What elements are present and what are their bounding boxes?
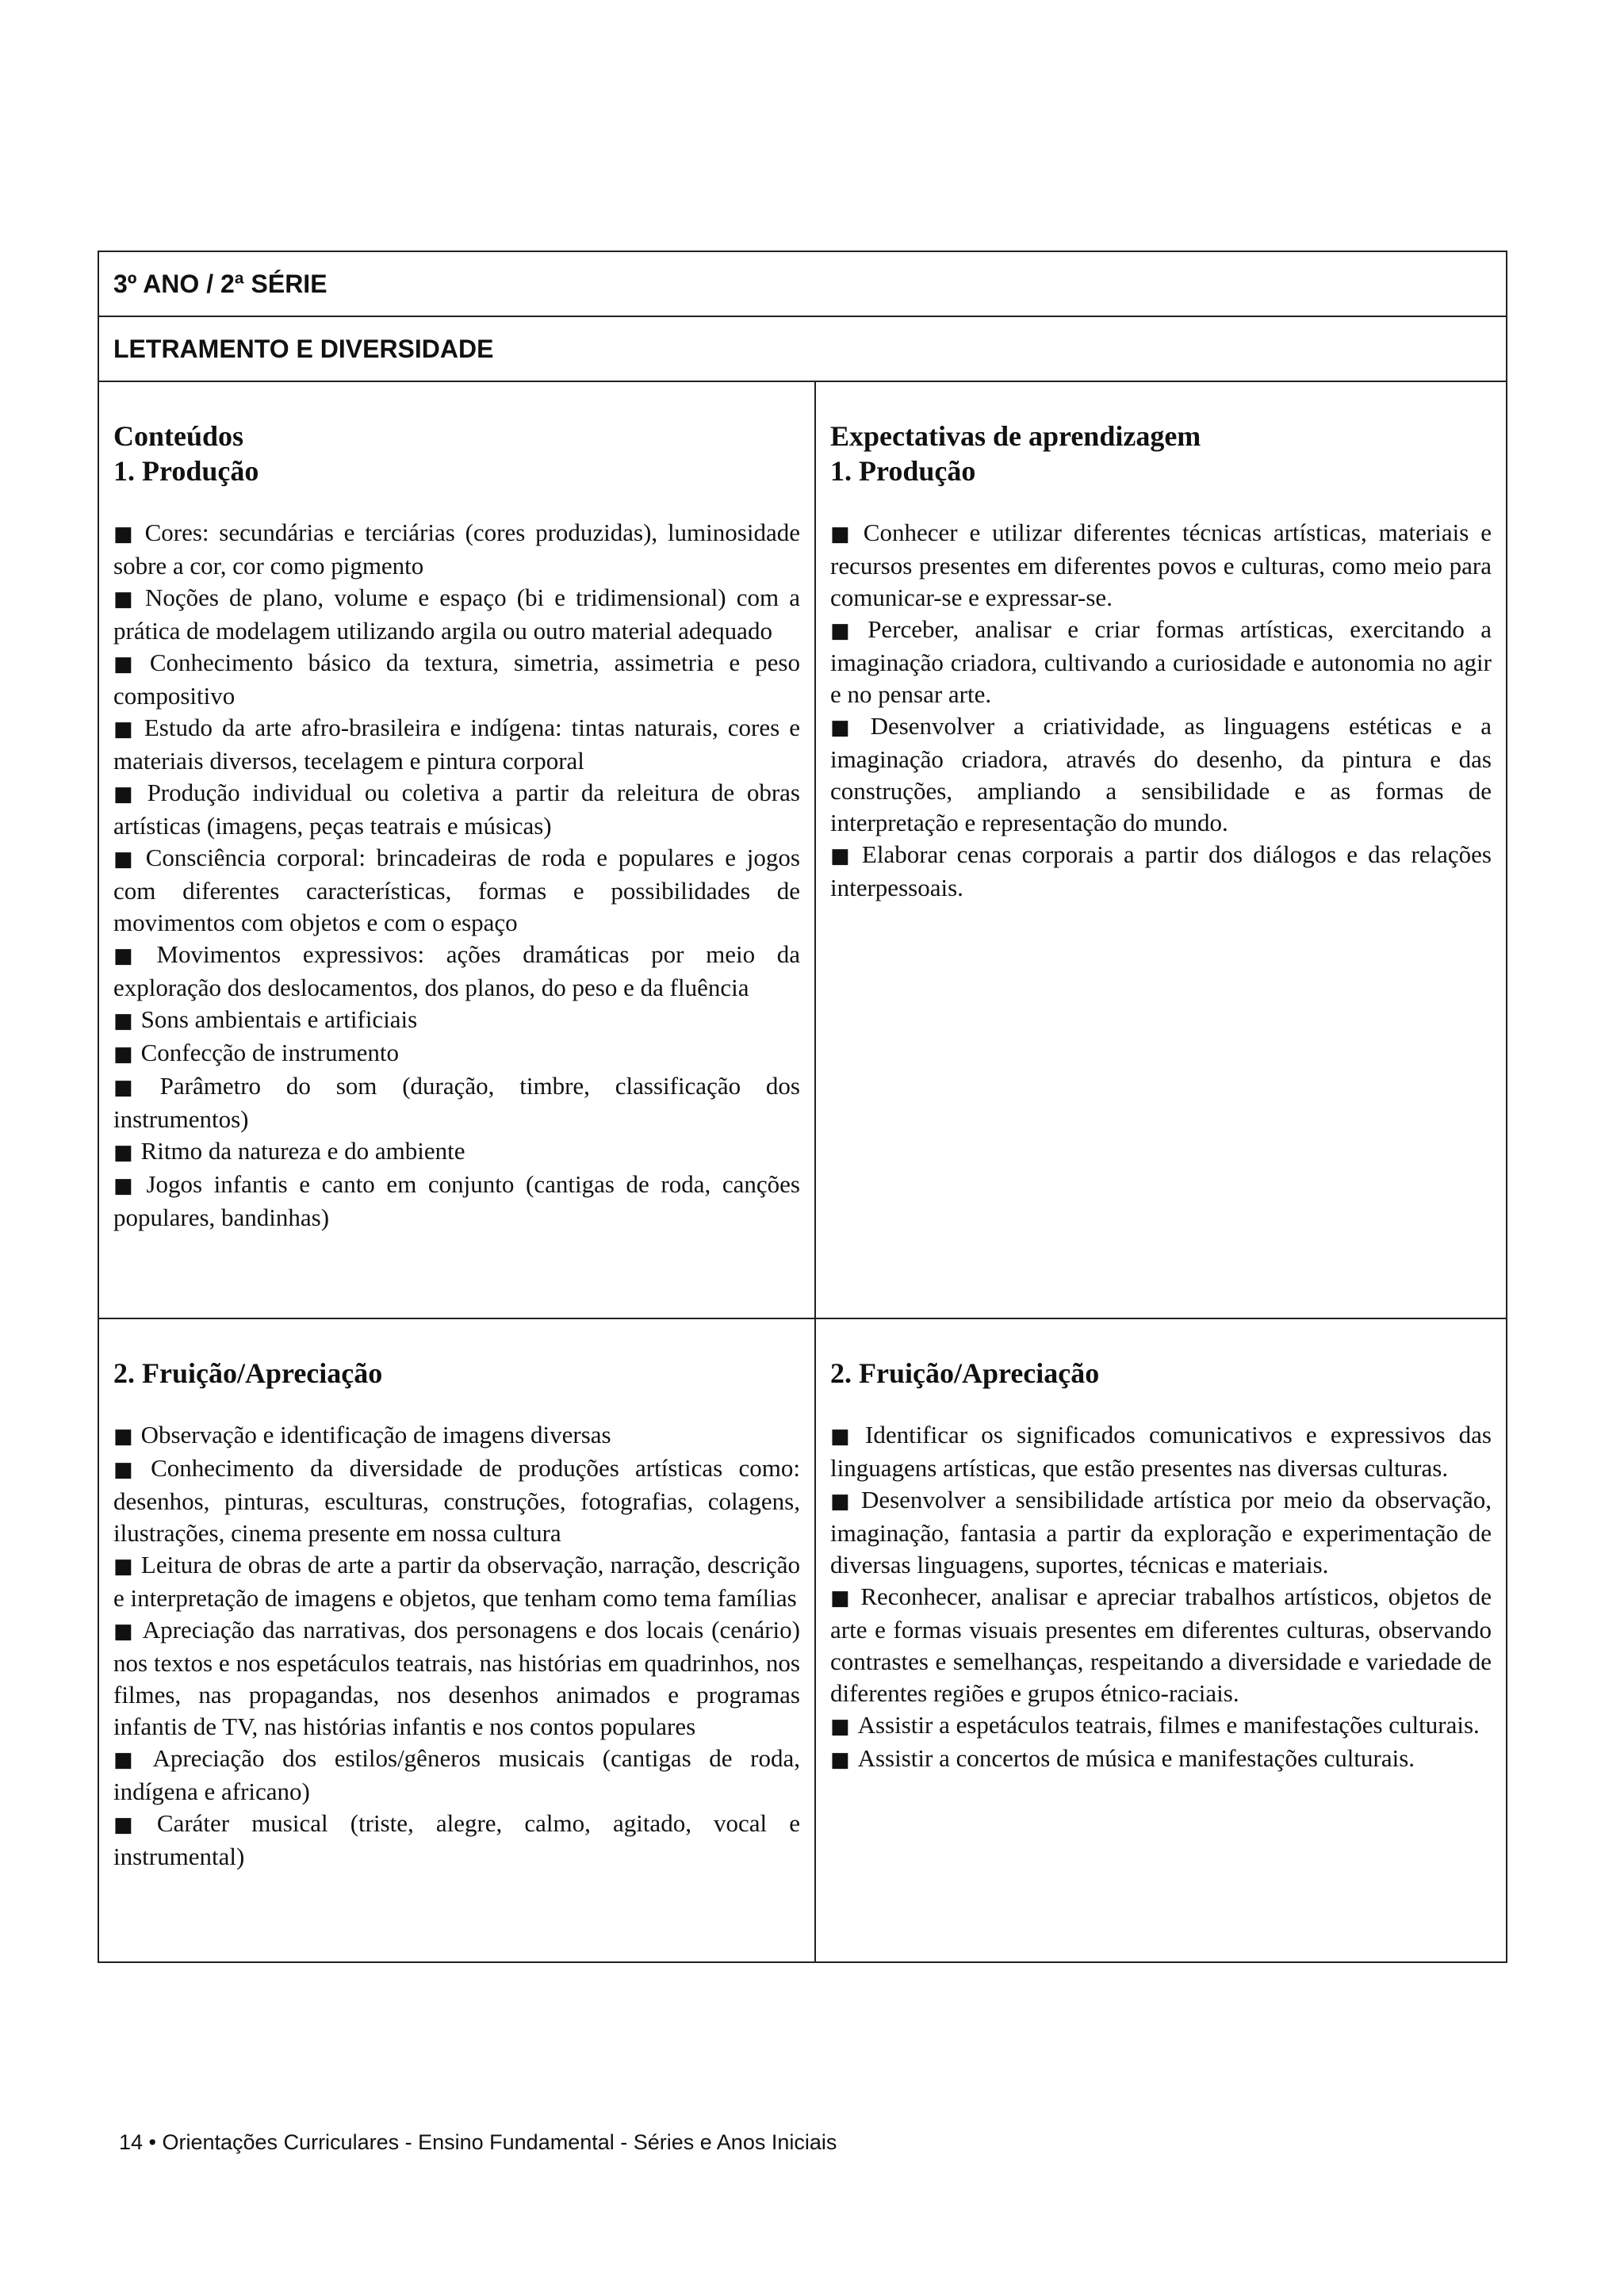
list-item-text: Conhecimento da diversidade de produções artísticas como: desenhos, pinturas, esculturas, construções, fotografias, colagens, ilustrações, cinema presente em nossa cultura (113, 1454, 800, 1547)
fruicao-row (98, 1318, 1507, 1962)
bullet-icon: ■ (113, 1458, 144, 1482)
list-item-text: Elaborar cenas corporais a partir dos diálogos e das relações interpessoais. (830, 840, 1492, 901)
curriculum-table (98, 251, 1507, 1963)
list-item (113, 1169, 800, 1234)
list-item (113, 1004, 800, 1037)
list-item (113, 1452, 800, 1549)
bullet-icon: ■ (830, 1490, 853, 1513)
list-item (113, 1070, 800, 1135)
page-footer: 14 • Orientações Curriculares - Ensino Fundamental - Séries e Anos Iniciais (119, 2130, 837, 2154)
fruicao-expectations-cell (815, 1318, 1507, 1962)
bullet-icon: ■ (113, 1620, 135, 1644)
fruicao-contents-title: 2. Fruição/Apreciação (113, 1357, 383, 1389)
list-item (113, 1743, 800, 1808)
list-item (113, 1419, 800, 1452)
list-item (113, 517, 800, 582)
list-item (830, 614, 1492, 710)
list-item-text: Parâmetro do som (duração, timbre, classificação dos instrumentos) (113, 1072, 800, 1133)
list-item (113, 939, 800, 1004)
bullet-icon: ■ (113, 1174, 139, 1198)
bullet-icon: ■ (830, 1586, 853, 1610)
list-item-text: Perceber, analisar e criar formas artísticas, exercitando a imaginação criadora, cultivando a curiosidade e autonomia no agir e no pensar arte. (830, 615, 1492, 708)
list-item-text: Apreciação das narrativas, dos personagens e dos locais (cenário) nos textos e nos espetáculos teatrais, nas histórias em quadrinhos, nos filmes, nas propagandas, nos desenhos animados e programas infantis de TV, nas histórias infantis e nos contos populares (113, 1616, 800, 1740)
bullet-icon: ■ (113, 1813, 149, 1837)
list-item-text: Observação e identificação de imagens diversas (140, 1421, 611, 1448)
list-item-text: Ritmo da natureza e do ambiente (140, 1137, 465, 1165)
list-item-text: Reconhecer, analisar e apreciar trabalhos artísticos, objetos de arte e formas visuais presentes em diferentes culturas, observando contrastes e semelhanças, respeitando a diversidade e variedade de diferentes regiões e grupos étnico-raciais. (830, 1582, 1492, 1707)
list-item (113, 1808, 800, 1873)
list-item (830, 1484, 1492, 1581)
bullet-icon: ■ (113, 944, 149, 968)
bullet-icon: ■ (830, 1748, 850, 1772)
list-item-text: Consciência corporal: brincadeiras de roda e populares e jogos com diferentes características, formas e possibilidades de movimentos com objetos e com o espaço (113, 844, 800, 936)
list-item-text: Movimentos expressivos: ações dramáticas por meio da exploração dos deslocamentos, dos planos, do peso e da fluência (113, 940, 800, 1001)
bullet-icon: ■ (830, 716, 863, 740)
list-item-text: Conhecimento básico da textura, simetria, assimetria e peso compositivo (113, 649, 800, 710)
bullet-icon: ■ (113, 1009, 133, 1033)
list-item (830, 839, 1492, 904)
producao-expectations-list (830, 517, 1492, 904)
list-item (113, 1549, 800, 1614)
list-item-text: Conhecer e utilizar diferentes técnicas artísticas, materiais e recursos presentes em diferentes povos e culturas, como meio para comunicar-se e expressar-se. (830, 519, 1492, 611)
list-item (113, 1135, 800, 1169)
producao-row (98, 381, 1507, 1318)
list-item-text: Assistir a concertos de música e manifestações culturais. (857, 1744, 1415, 1772)
list-item-text: Confecção de instrumento (140, 1039, 399, 1066)
bullet-icon: ■ (830, 619, 860, 643)
list-item-text: Sons ambientais e artificiais (140, 1005, 418, 1033)
list-item-text: Leitura de obras de arte a partir da observação, narração, descrição e interpretação de imagens e objetos, que tenham como tema famílias (113, 1551, 800, 1612)
list-item (113, 842, 800, 939)
fruicao-contents-cell (98, 1318, 815, 1962)
list-item-text: Caráter musical (triste, alegre, calmo, agitado, vocal e instrumental) (113, 1809, 800, 1870)
producao-expectations-subtitle: 1. Produção (830, 455, 976, 487)
list-item-text: Desenvolver a criatividade, as linguagens estéticas e a imaginação criadora, através do desenho, da pintura e das construções, ampliando a sensibilidade e as formas de interpretação e representação do mundo. (830, 712, 1492, 836)
bullet-icon: ■ (830, 522, 856, 546)
bullet-icon: ■ (113, 1555, 133, 1578)
list-item (113, 582, 800, 647)
producao-contents-list (113, 517, 800, 1234)
grade-row (98, 251, 1507, 316)
fruicao-expectations-list (830, 1419, 1492, 1776)
bullet-icon: ■ (113, 718, 136, 741)
bullet-icon: ■ (113, 1076, 152, 1100)
bullet-icon: ■ (113, 1043, 133, 1066)
producao-contents-cell (98, 381, 815, 1318)
list-item (830, 1709, 1492, 1743)
bullet-icon: ■ (113, 783, 140, 806)
list-item-text: Produção individual ou coletiva a partir da releitura de obras artísticas (imagens, peças teatrais e músicas) (113, 779, 800, 840)
bullet-icon: ■ (113, 587, 137, 611)
list-item (830, 710, 1492, 839)
list-item (113, 712, 800, 777)
list-item (830, 1743, 1492, 1776)
producao-expectations-cell (815, 381, 1507, 1318)
list-item-text: Assistir a espetáculos teatrais, filmes e manifestações culturais. (857, 1711, 1480, 1739)
list-item (830, 1581, 1492, 1709)
list-item-text: Jogos infantis e canto em conjunto (cantigas de roda, canções populares, bandinhas) (113, 1170, 800, 1231)
list-item (830, 1419, 1492, 1484)
grade-heading: 3º ANO / 2ª SÉRIE (98, 251, 1507, 316)
list-item-text: Identificar os significados comunicativos e expressivos das linguagens artísticas, que estão presentes nas diversas culturas. (830, 1421, 1492, 1482)
bullet-icon: ■ (113, 1425, 133, 1448)
list-item-text: Cores: secundárias e terciárias (cores produzidas), luminosidade sobre a cor, cor como pigmento (113, 519, 800, 580)
theme-heading: LETRAMENTO E DIVERSIDADE (98, 316, 1507, 381)
theme-row (98, 316, 1507, 381)
list-item-text: Apreciação dos estilos/gêneros musicais (cantigas de roda, indígena e africano) (113, 1744, 800, 1805)
bullet-icon: ■ (830, 1425, 857, 1448)
producao-subtitle: 1. Produção (113, 455, 259, 487)
bullet-icon: ■ (113, 848, 138, 871)
expectations-title: Expectativas de aprendizagem (830, 420, 1201, 452)
bullet-icon: ■ (113, 1748, 145, 1772)
bullet-icon: ■ (113, 652, 142, 676)
list-item (113, 1614, 800, 1743)
bullet-icon: ■ (830, 844, 854, 868)
contents-title: Conteúdos (113, 420, 244, 452)
fruicao-contents-list (113, 1419, 800, 1873)
list-item-text: Desenvolver a sensibilidade artística por meio da observação, imaginação, fantasia a partir da exploração e experimentação de diversas linguagens, suportes, técnicas e materiais. (830, 1486, 1492, 1578)
list-item-text: Estudo da arte afro-brasileira e indígena: tintas naturais, cores e materiais diversos, tecelagem e pintura corporal (113, 714, 800, 775)
bullet-icon: ■ (830, 1715, 850, 1739)
bullet-icon: ■ (113, 1141, 133, 1165)
list-item (113, 777, 800, 842)
list-item (113, 1037, 800, 1070)
list-item (830, 517, 1492, 614)
list-item-text: Noções de plano, volume e espaço (bi e tridimensional) com a prática de modelagem utilizando argila ou outro material adequado (113, 584, 800, 645)
bullet-icon: ■ (113, 522, 137, 546)
fruicao-expectations-title: 2. Fruição/Apreciação (830, 1357, 1100, 1389)
list-item (113, 647, 800, 712)
